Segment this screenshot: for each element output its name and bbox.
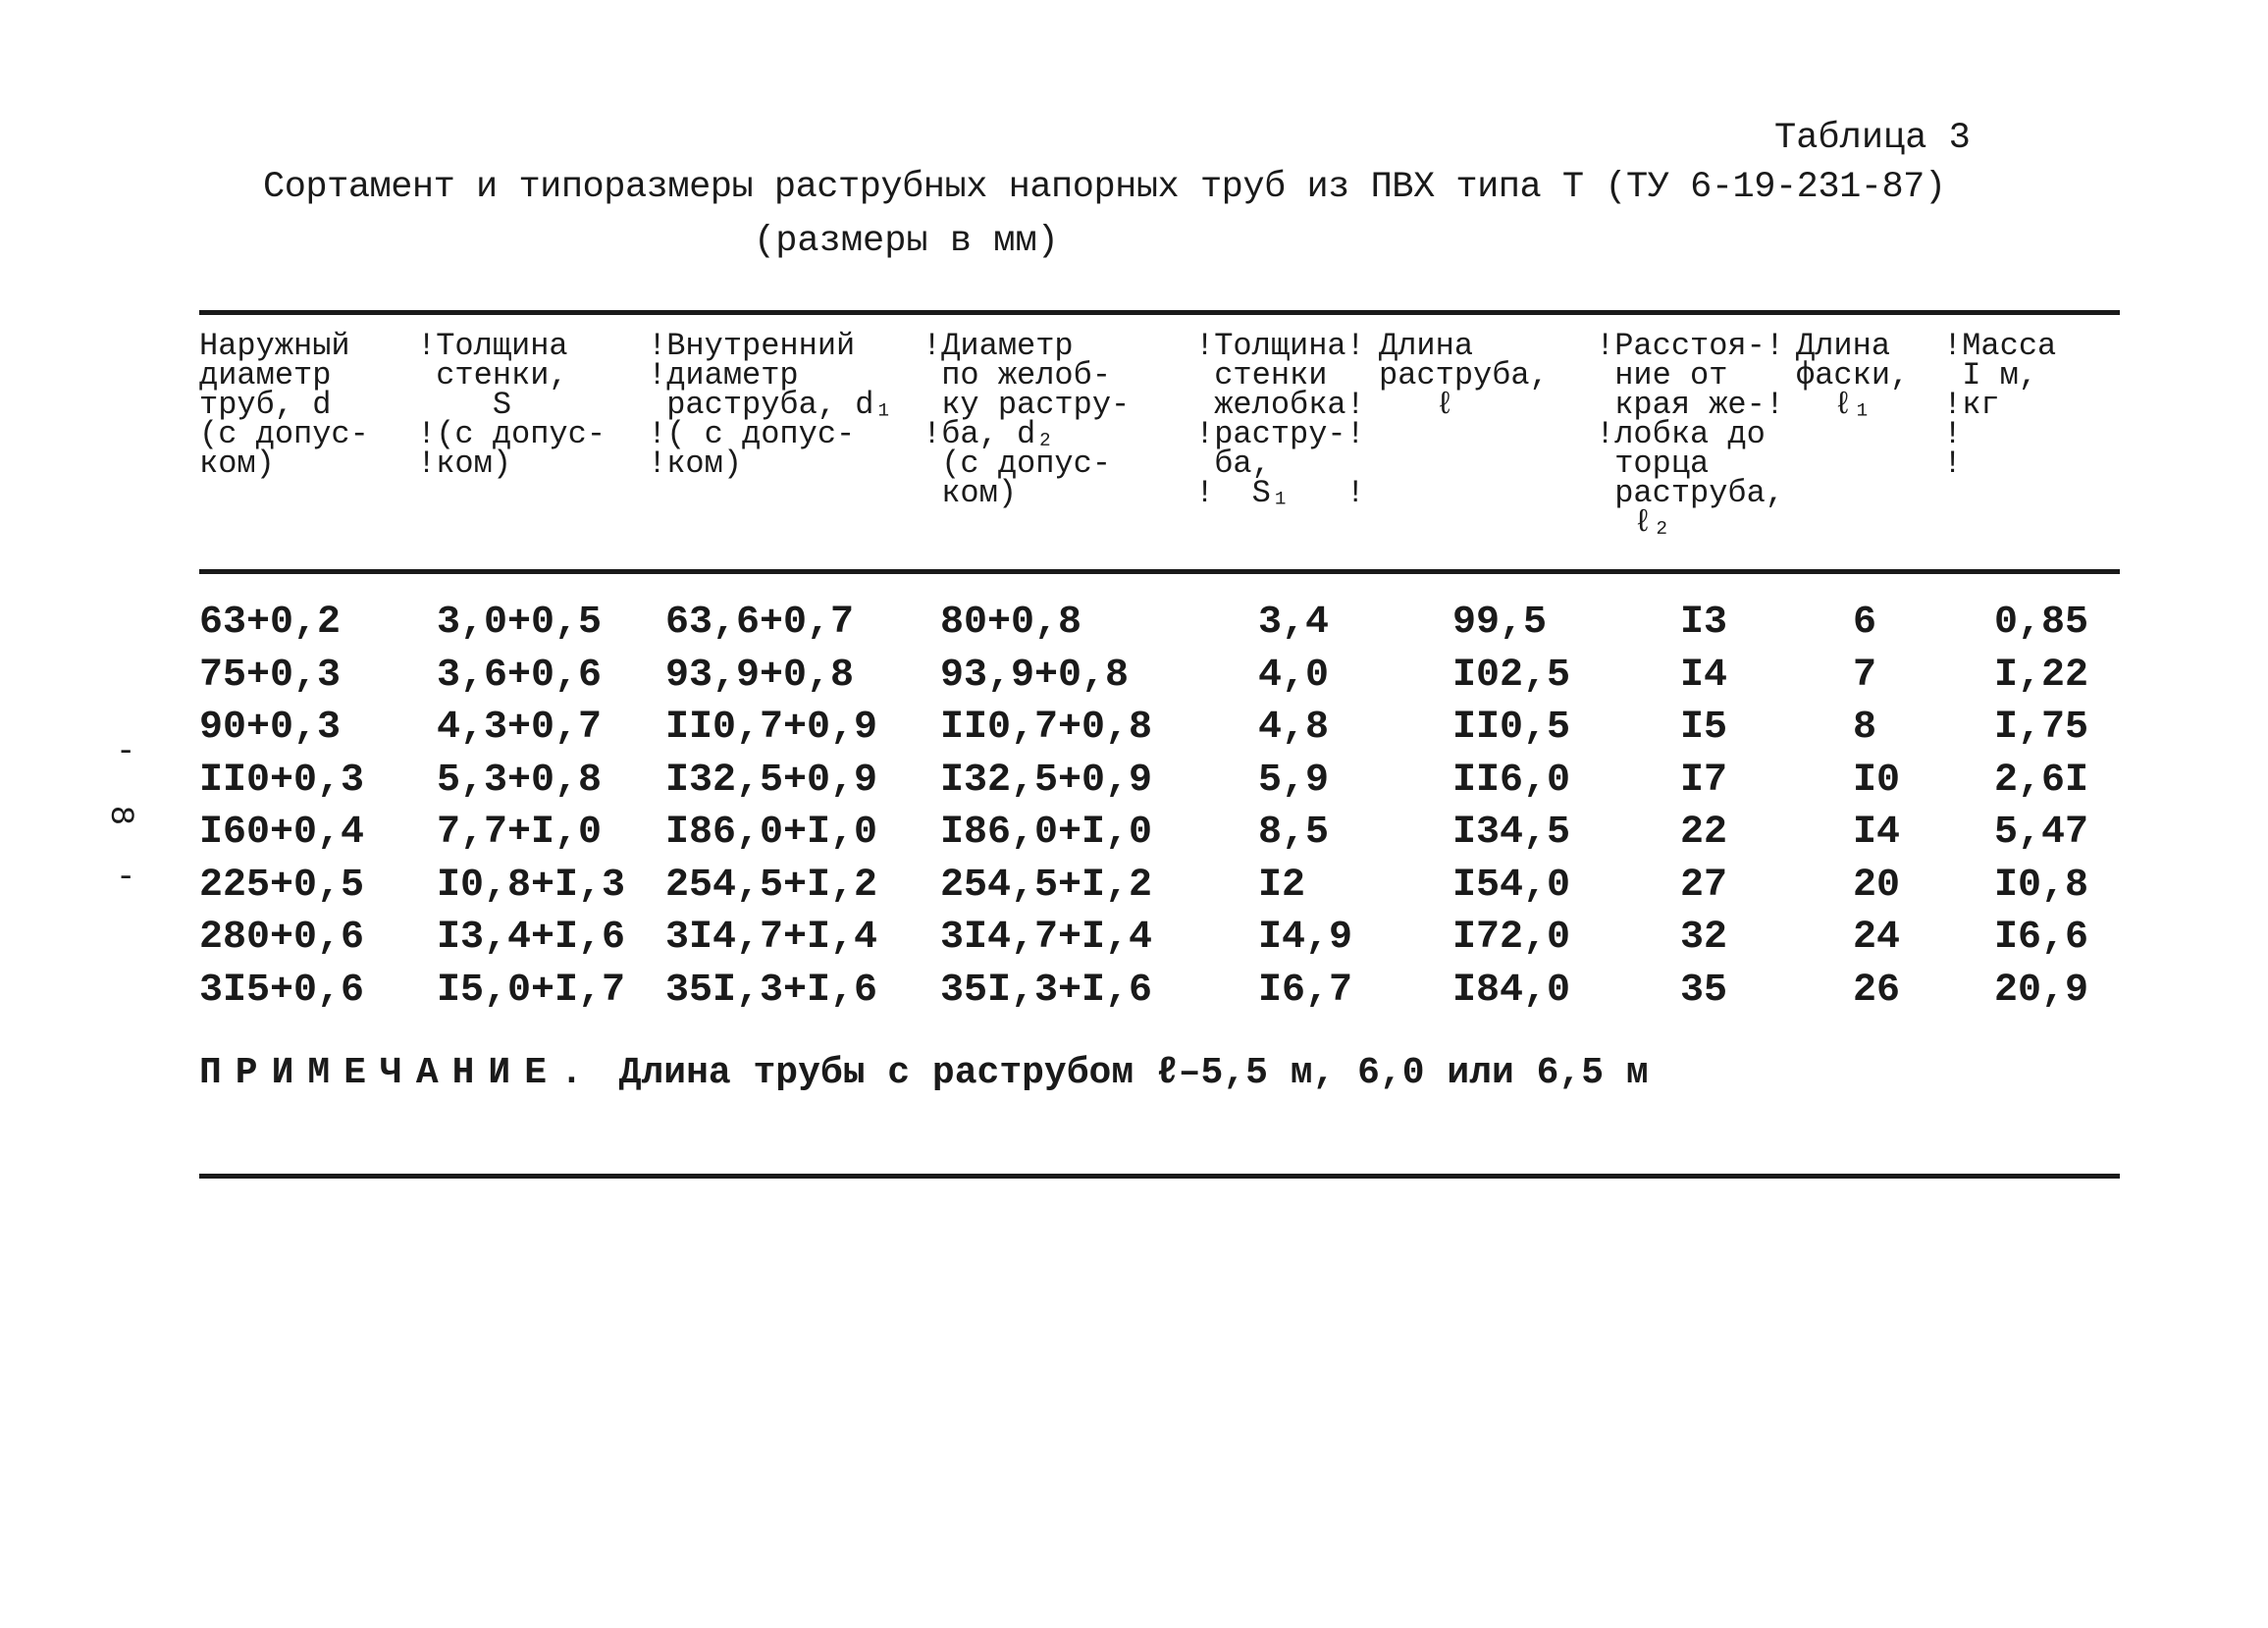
table-cell: I0,8 bbox=[1994, 863, 2089, 908]
table-cell: 3I5+0,6 bbox=[199, 968, 365, 1013]
table-cell: I86,0+I,0 bbox=[665, 811, 878, 855]
table-cell: 6 bbox=[1853, 601, 1877, 645]
table-cell: I3 bbox=[1680, 601, 1728, 645]
table-cell: I60+0,4 bbox=[199, 811, 365, 855]
table-cell: I4 bbox=[1680, 653, 1728, 698]
column-header-socket-length: Длина раструба, ℓ bbox=[1379, 328, 1549, 423]
column-header-socket-inner-diameter: !Внутренний !диаметр раструба, d₁ !( с допус- !ком) bbox=[648, 328, 893, 482]
table-cell: 3,0+0,5 bbox=[437, 601, 603, 645]
table-cell: 280+0,6 bbox=[199, 916, 365, 960]
table-cell: I32,5+0,9 bbox=[665, 758, 878, 803]
table-top-rule bbox=[199, 310, 2120, 315]
table-cell: I2 bbox=[1258, 863, 1306, 908]
table-cell: I4,9 bbox=[1258, 916, 1353, 960]
table-cell: 5,9 bbox=[1258, 758, 1330, 803]
table-cell: 20,9 bbox=[1994, 968, 2089, 1013]
table-cell: 63+0,2 bbox=[199, 601, 342, 645]
table-cell: 0,85 bbox=[1994, 601, 2089, 645]
table-cell: 80+0,8 bbox=[940, 601, 1082, 645]
table-cell: 99,5 bbox=[1452, 601, 1548, 645]
table-cell: I,75 bbox=[1994, 706, 2089, 750]
table-cell: 32 bbox=[1680, 916, 1728, 960]
table-cell: I34,5 bbox=[1452, 811, 1571, 855]
table-cell: 254,5+I,2 bbox=[665, 863, 878, 908]
table-cell: 7 bbox=[1853, 653, 1877, 698]
table-cell: 5,3+0,8 bbox=[437, 758, 603, 803]
table-cell: 3,6+0,6 bbox=[437, 653, 603, 698]
table-cell: 5,47 bbox=[1994, 811, 2089, 855]
table-cell: I6,7 bbox=[1258, 968, 1353, 1013]
table-cell: 8,5 bbox=[1258, 811, 1330, 855]
table-cell: 225+0,5 bbox=[199, 863, 365, 908]
table-cell: I,22 bbox=[1994, 653, 2089, 698]
column-header-groove-distance: !Расстоя-! ние от края же-! !лобка до торца раструба, ℓ₂ bbox=[1596, 328, 1785, 541]
column-header-groove-diameter: !Диаметр по желоб- ку растру- !ба, d₂ (с допус- ком) bbox=[923, 328, 1131, 511]
margin-dash-top: - bbox=[116, 734, 136, 771]
table-cell: 93,9+0,8 bbox=[940, 653, 1130, 698]
column-header-wall-thickness: !Толщина стенки, S !(с допус- !ком) bbox=[417, 328, 607, 482]
table-cell: 75+0,3 bbox=[199, 653, 342, 698]
table-cell: 3I4,7+I,4 bbox=[940, 916, 1153, 960]
table-cell: 35I,3+I,6 bbox=[665, 968, 878, 1013]
table-cell: 35I,3+I,6 bbox=[940, 968, 1153, 1013]
column-header-chamfer-length: Длина фаски, ℓ₁ bbox=[1796, 328, 1910, 423]
note bbox=[199, 1052, 1649, 1094]
table-cell: I7 bbox=[1680, 758, 1728, 803]
table-cell: II0,7+0,9 bbox=[665, 706, 878, 750]
table-cell: 90+0,3 bbox=[199, 706, 342, 750]
table-cell: 93,9+0,8 bbox=[665, 653, 855, 698]
note-heading: ПРИМЕЧАНИЕ. bbox=[199, 1052, 597, 1094]
table-cell: I32,5+0,9 bbox=[940, 758, 1153, 803]
table-header-rule bbox=[199, 569, 2120, 574]
table-cell: II0,5 bbox=[1452, 706, 1571, 750]
table-cell: 24 bbox=[1853, 916, 1901, 960]
table-cell: 3,4 bbox=[1258, 601, 1330, 645]
page-number: 8 bbox=[101, 805, 139, 826]
table-cell: I3,4+I,6 bbox=[437, 916, 626, 960]
table-cell: II0+0,3 bbox=[199, 758, 365, 803]
table-cell: I6,6 bbox=[1994, 916, 2089, 960]
table-cell: I0,8+I,3 bbox=[437, 863, 626, 908]
table-cell: I4 bbox=[1853, 811, 1901, 855]
table-cell: 4,0 bbox=[1258, 653, 1330, 698]
table-cell: 7,7+I,0 bbox=[437, 811, 603, 855]
table-cell: 35 bbox=[1680, 968, 1728, 1013]
table-label: Таблица 3 bbox=[1774, 118, 1971, 159]
table-cell: I84,0 bbox=[1452, 968, 1571, 1013]
table-cell: I54,0 bbox=[1452, 863, 1571, 908]
table-cell: I5,0+I,7 bbox=[437, 968, 626, 1013]
note-text: Длина трубы с раструбом ℓ–5,5 м, 6,0 или 6,5 м bbox=[618, 1052, 1649, 1094]
table-cell: 26 bbox=[1853, 968, 1901, 1013]
table-cell: I72,0 bbox=[1452, 916, 1571, 960]
table-cell: 22 bbox=[1680, 811, 1728, 855]
table-cell: 254,5+I,2 bbox=[940, 863, 1153, 908]
table-bottom-rule bbox=[199, 1174, 2120, 1179]
column-header-outer-diameter: Наружный диаметр труб, d (с допус- ком) bbox=[199, 328, 369, 482]
table-cell: 4,3+0,7 bbox=[437, 706, 603, 750]
table-cell: I86,0+I,0 bbox=[940, 811, 1153, 855]
margin-dash-bottom: - bbox=[116, 860, 136, 897]
table-cell: 20 bbox=[1853, 863, 1901, 908]
table-cell: 63,6+0,7 bbox=[665, 601, 855, 645]
table-title: Сортамент и типоразмеры раструбных напорных труб из ПВХ типа Т (ТУ 6-19-231-87) bbox=[263, 167, 1946, 208]
table-cell: II0,7+0,8 bbox=[940, 706, 1153, 750]
table-cell: 2,6I bbox=[1994, 758, 2089, 803]
table-cell: I5 bbox=[1680, 706, 1728, 750]
table-cell: 3I4,7+I,4 bbox=[665, 916, 878, 960]
table-cell: II6,0 bbox=[1452, 758, 1571, 803]
table-cell: I02,5 bbox=[1452, 653, 1571, 698]
table-subtitle: (размеры в мм) bbox=[754, 221, 1059, 262]
table-cell: 4,8 bbox=[1258, 706, 1330, 750]
table-cell: I0 bbox=[1853, 758, 1901, 803]
table-cell: 8 bbox=[1853, 706, 1877, 750]
column-header-mass: !Масса I м, !кг ! ! bbox=[1943, 328, 2057, 482]
column-header-groove-wall-thickness: !Толщина! стенки желобка! !растру-! ба, ! S₁ ! bbox=[1195, 328, 1365, 511]
table-cell: 27 bbox=[1680, 863, 1728, 908]
